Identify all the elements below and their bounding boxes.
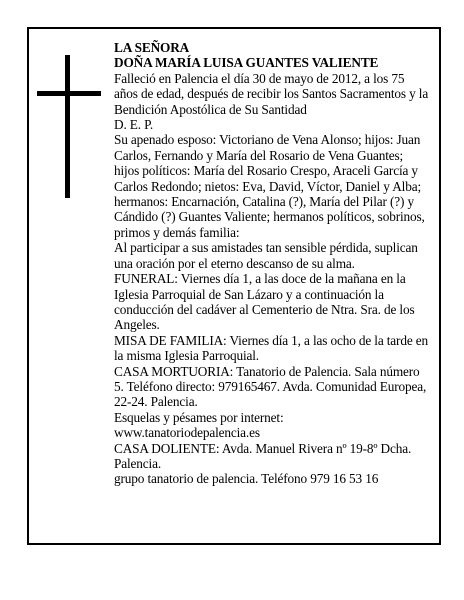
funeral-home-info: CASA MORTUORIA: Tanatorio de Palencia. Sala número 5. Teléfono directo: 979165467. Avda. Comunidad Europea, 22-24. Palencia. [114, 363, 427, 410]
deceased-name: DOÑA MARÍA LUISA GUANTES VALIENTE [114, 55, 379, 71]
funeral-info: FUNERAL: Viernes día 1, a las doce de la mañana en la Iglesia Parroquial de San Lázaro y a continuación la conducción del cadáver al Cementerio de Ntra. Sra. de los Angeles. [114, 271, 415, 333]
footer-contact: grupo tanatorio de palencia. Teléfono 979 16 53 16 [114, 471, 379, 487]
condolences-link[interactable]: www.tanatoriodepalencia.es [114, 425, 260, 441]
family-mass-info: MISA DE FAMILIA: Viernes día 1, a las ocho de la tarde en la misma Iglesia Parroquial. [114, 332, 429, 364]
prayer-request: Al participar a sus amistades tan sensible pérdida, suplican una oración por el eterno descanso de su alma. [114, 240, 418, 271]
family-list: Su apenado esposo: Victoriano de Vena Alonso; hijos: Juan Carlos, Fernando y María del Rosario de Vena Guantes; hijos políticos: María del Rosario Crespo, Araceli García y Carlos Redondo; nietos: Eva, David, Víctor, Daniel y Alba; hermanos: Encarnación, Catalina (?), María del Pilar (?) y Cándido (?) Guantes Valiente; hermanos políticos, sobrinos, primos y demás familia: [114, 132, 425, 240]
death-statement: Falleció en Palencia el día 30 de mayo de 2012, a los 75 años de edad, después de recibir los Santos Sacramentos y la Bendición Apostólica de Su Santidad [114, 70, 429, 117]
obituary-text [114, 40, 429, 487]
condolences-label: Esquelas y pésames por internet: [114, 409, 284, 425]
notice-title: LA SEÑORA [114, 40, 190, 55]
cross-horizontal-bar [37, 91, 101, 96]
cross-vertical-bar [65, 55, 70, 198]
rip-abbreviation: D. E. P. [114, 117, 154, 133]
cross-icon [37, 55, 101, 198]
grieving-house-info: CASA DOLIENTE: Avda. Manuel Rivera nº 19-8º Dcha. Palencia. [114, 440, 412, 471]
